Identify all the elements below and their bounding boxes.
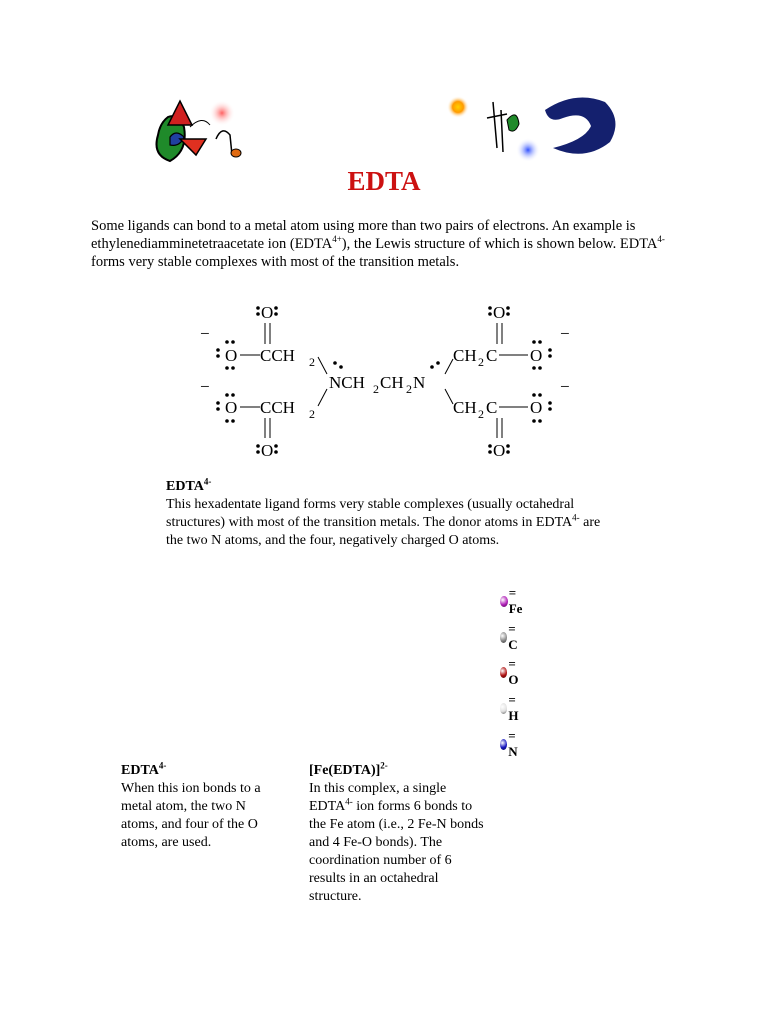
caption-ion-text: When this ion bonds to a metal atom, the two N atoms, and four of the O atoms, are used. <box>121 781 261 850</box>
svg-text:O: O <box>530 398 543 417</box>
svg-text:2: 2 <box>406 382 412 396</box>
legend-item-fe: = Fe <box>500 585 526 617</box>
legend-item-c: = C <box>500 621 521 653</box>
caption-structure <box>166 478 606 550</box>
svg-text:−: − <box>560 377 570 396</box>
svg-text:−: − <box>200 324 210 343</box>
svg-text:CH: CH <box>453 346 477 365</box>
abstract-art-right-icon <box>445 90 625 165</box>
svg-text:2: 2 <box>309 355 315 369</box>
page-title: EDTA <box>347 166 421 196</box>
svg-text:CH: CH <box>380 373 404 392</box>
legend-item-h: = H <box>500 692 522 724</box>
svg-text:CCH: CCH <box>260 398 295 417</box>
svg-text:C: C <box>486 398 498 417</box>
svg-text:O: O <box>493 441 506 460</box>
svg-text:2: 2 <box>373 382 379 396</box>
caption-complex-text: In this complex, a single $EDTA^{4-}$ ion forms 6 bonds to the Fe atom (i.e., 2 Fe-N bonds and 4 Fe-O bonds). The coordination number of 6 results in an octahedral structure. <box>309 781 484 904</box>
svg-text:2: 2 <box>478 407 484 421</box>
svg-text:−: − <box>560 324 570 343</box>
abstract-art-left-icon <box>150 95 250 167</box>
caption-structure-text: This hexadentate ligand forms very stable complexes (usually octahedral structures) with most of the transition metals. The donor atoms in $EDTA^{4-}$ are the two N atoms, and the four, negatively charged O atoms. <box>166 497 601 548</box>
legend-item-o: = O <box>500 656 522 688</box>
svg-text:O: O <box>261 303 274 322</box>
svg-text:C: C <box>486 346 498 365</box>
svg-text:2: 2 <box>309 407 315 421</box>
c-ball-icon <box>500 632 507 643</box>
intro-paragraph: Some ligands can bond to a metal atom using more than two pairs of electrons. An example is ethylenediamminetetraacetate ion $(EDTA^{4+})$, the Lewis structure of which is shown below. $EDTA^{4-}$ forms very stable complexes with most of the transition metals. <box>91 218 665 270</box>
svg-text:O: O <box>225 346 238 365</box>
svg-text:2: 2 <box>478 355 484 369</box>
svg-text:CH: CH <box>453 398 477 417</box>
caption-complex-heading: [Fe(EDTA)]$^{2-}$ <box>309 760 388 778</box>
edta-lewis-structure <box>190 296 590 464</box>
svg-text:O: O <box>225 398 238 417</box>
o-ball-icon <box>500 667 507 678</box>
caption-structure-heading: $EDTA^{4-}$ <box>166 476 212 494</box>
fe-ball-icon <box>500 596 508 607</box>
n-ball-icon <box>500 739 507 750</box>
svg-text:N: N <box>413 373 426 392</box>
svg-text:NCH: NCH <box>329 373 365 392</box>
h-ball-icon <box>500 703 507 714</box>
svg-text:O: O <box>530 346 543 365</box>
caption-complex <box>309 762 489 906</box>
legend-item-n: = N <box>500 728 521 760</box>
svg-text:O: O <box>261 441 274 460</box>
caption-ion-heading: $EDTA^{4-}$ <box>121 760 167 778</box>
caption-ion <box>121 762 286 852</box>
svg-text:CCH: CCH <box>260 346 295 365</box>
svg-text:−: − <box>200 377 210 396</box>
svg-text:O: O <box>493 303 506 322</box>
